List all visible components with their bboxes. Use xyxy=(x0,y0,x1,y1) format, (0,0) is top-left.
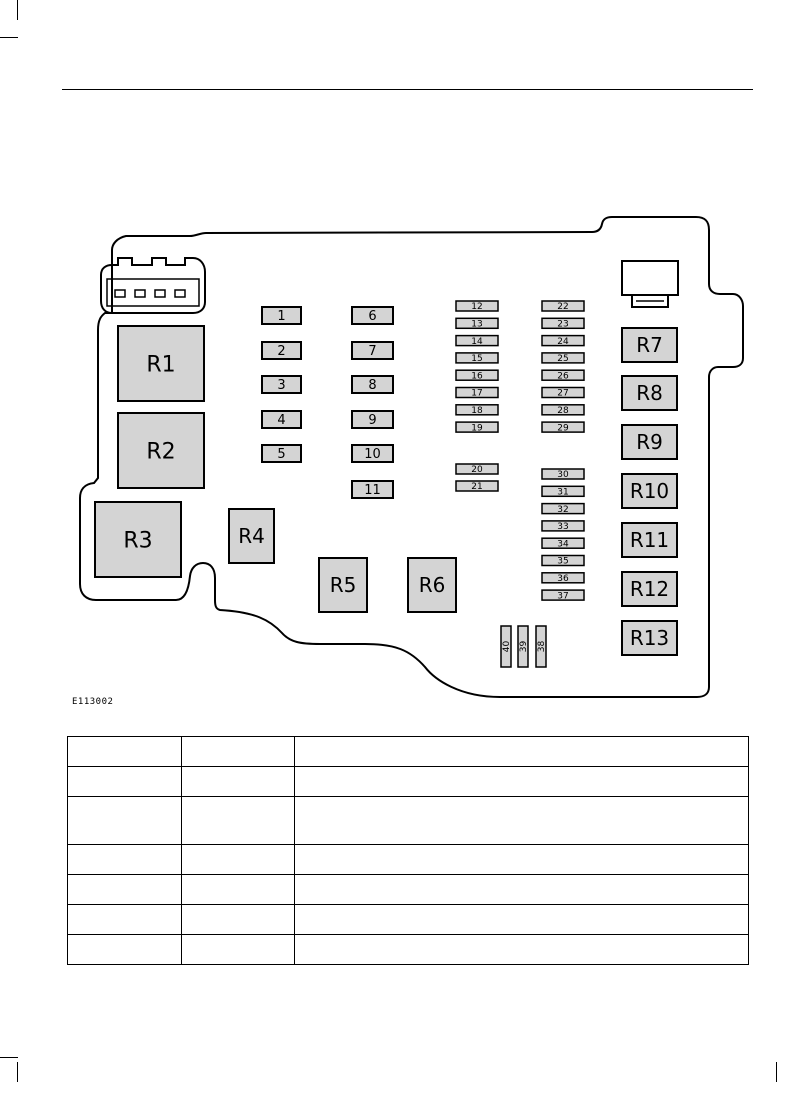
table-cell xyxy=(182,767,295,797)
relay-r12 xyxy=(622,572,677,606)
fuse-label: 9 xyxy=(368,413,377,429)
fuse-21 xyxy=(456,481,498,492)
table-cell xyxy=(295,935,749,965)
relay-r13 xyxy=(622,621,677,655)
table-row xyxy=(68,905,749,935)
fuse-11 xyxy=(352,481,393,498)
fuse-39 xyxy=(518,626,529,667)
table-cell xyxy=(182,797,295,845)
fuse-label: 26 xyxy=(557,371,569,382)
table-cell xyxy=(295,845,749,875)
figure-code: E113002 xyxy=(72,697,114,707)
fuse-13 xyxy=(456,318,498,329)
table-cell xyxy=(68,875,182,905)
table-cell xyxy=(295,737,749,767)
fuse-14 xyxy=(456,336,498,347)
relay-label: R7 xyxy=(636,333,663,358)
fuse-12 xyxy=(456,301,498,312)
fuse-1 xyxy=(262,307,301,324)
fuse-label: 3 xyxy=(277,378,286,394)
fuse-label: 17 xyxy=(471,388,483,399)
fuse-label: 12 xyxy=(471,302,483,313)
connector-block xyxy=(622,261,678,295)
fuse-22 xyxy=(542,301,584,312)
table-row xyxy=(68,767,749,797)
relay-r4 xyxy=(229,509,274,563)
relay-r3 xyxy=(95,502,181,577)
crop-mark-bottom-right xyxy=(776,1062,777,1082)
fuse-32 xyxy=(542,504,584,515)
table-cell xyxy=(68,845,182,875)
table-row xyxy=(68,935,749,965)
fuse-label: 20 xyxy=(471,465,483,476)
fuse-5 xyxy=(262,445,301,462)
table-cell xyxy=(182,935,295,965)
fuse-label: 31 xyxy=(557,487,569,498)
fuse-label: 27 xyxy=(557,388,569,399)
fuse-label: 14 xyxy=(471,336,483,347)
relay-r5 xyxy=(319,558,367,612)
fuse-label: 40 xyxy=(502,640,513,653)
fuse-label: 36 xyxy=(557,574,569,585)
fuse-label: 32 xyxy=(557,504,569,515)
crop-mark-bottom-left xyxy=(17,1062,18,1082)
fuse-30 xyxy=(542,469,584,480)
fuse-label: 29 xyxy=(557,423,569,434)
table-cell xyxy=(68,737,182,767)
fuse-label: 16 xyxy=(471,371,483,382)
fuse-34 xyxy=(542,538,584,549)
fuse-label: 28 xyxy=(557,406,569,417)
fuse-label: 39 xyxy=(519,640,530,653)
fuse-label: 8 xyxy=(368,378,377,394)
fuse-label: 5 xyxy=(277,447,286,463)
connector-housing xyxy=(101,258,205,313)
fuse-26 xyxy=(542,370,584,381)
fuse-label: 37 xyxy=(557,591,569,602)
table-cell xyxy=(68,797,182,845)
fuse-label: 33 xyxy=(557,522,569,533)
fuse-label: 6 xyxy=(368,309,377,325)
fuse-label: 18 xyxy=(471,406,483,417)
fuse-18 xyxy=(456,405,498,416)
table-cell xyxy=(182,845,295,875)
fuse-label: 10 xyxy=(364,447,381,463)
table-cell xyxy=(68,767,182,797)
fuse-label: 13 xyxy=(471,319,483,330)
relay-r2 xyxy=(118,413,204,488)
fuse-label: 1 xyxy=(277,309,286,325)
relay-label: R12 xyxy=(629,577,670,602)
fuse-specification-table xyxy=(67,736,749,965)
relay-label: R5 xyxy=(329,573,357,598)
fuse-2 xyxy=(262,342,301,359)
fuse-33 xyxy=(542,521,584,532)
fuse-3 xyxy=(262,376,301,393)
fuse-7 xyxy=(352,342,393,359)
fuse-label: 22 xyxy=(557,302,569,313)
relay-label: R8 xyxy=(636,381,663,406)
fuse-9 xyxy=(352,411,393,428)
fuse-label: 25 xyxy=(557,354,569,365)
fuse-27 xyxy=(542,388,584,399)
fuse-label: 7 xyxy=(368,344,377,360)
fuse-label: 34 xyxy=(557,539,569,550)
fuse-20 xyxy=(456,464,498,475)
fuse-28 xyxy=(542,405,584,416)
relay-r6 xyxy=(408,558,456,612)
relay-label: R2 xyxy=(146,439,176,465)
table-cell xyxy=(182,905,295,935)
fuse-label: 21 xyxy=(471,482,483,493)
table-row xyxy=(68,797,749,845)
fuse-label: 30 xyxy=(557,470,569,481)
table-cell xyxy=(182,875,295,905)
fuse-24 xyxy=(542,336,584,347)
fuse-17 xyxy=(456,388,498,399)
relay-r7 xyxy=(622,328,677,362)
table-cell xyxy=(68,905,182,935)
fuse-31 xyxy=(542,486,584,497)
table-row xyxy=(68,737,749,767)
fuse-label: 23 xyxy=(557,319,569,330)
fuse-37 xyxy=(542,590,584,601)
fuse-16 xyxy=(456,370,498,381)
fuse-35 xyxy=(542,556,584,567)
relay-label: R6 xyxy=(418,573,446,598)
fuse-15 xyxy=(456,353,498,364)
relay-r10 xyxy=(622,474,677,508)
fuse-25 xyxy=(542,353,584,364)
table-row xyxy=(68,875,749,905)
fuse-40 xyxy=(501,626,512,667)
relay-r1 xyxy=(118,326,204,401)
relay-label: R9 xyxy=(636,430,663,455)
table-cell xyxy=(295,797,749,845)
fuse-label: 15 xyxy=(471,354,483,365)
relay-label: R11 xyxy=(629,528,670,553)
relay-label: R3 xyxy=(123,528,153,554)
fuse-label: 4 xyxy=(277,413,286,429)
fuse-29 xyxy=(542,422,584,433)
fuse-38 xyxy=(536,626,547,667)
fuse-36 xyxy=(542,573,584,584)
fuse-label: 19 xyxy=(471,423,483,434)
fuse-label: 24 xyxy=(557,336,569,347)
fuse-6 xyxy=(352,307,393,324)
relay-label: R10 xyxy=(629,479,670,504)
fuse-19 xyxy=(456,422,498,433)
table-row xyxy=(68,845,749,875)
table-cell xyxy=(295,875,749,905)
fuse-4 xyxy=(262,411,301,428)
fuse-label: 2 xyxy=(277,344,286,360)
relay-label: R13 xyxy=(629,626,670,651)
relay-r8 xyxy=(622,376,677,410)
relay-label: R4 xyxy=(238,524,265,549)
table-cell xyxy=(295,767,749,797)
fuse-23 xyxy=(542,318,584,329)
fuse-label: 35 xyxy=(557,556,569,567)
relay-r9 xyxy=(622,425,677,459)
table-cell xyxy=(182,737,295,767)
relay-label: R1 xyxy=(146,352,176,378)
table-cell xyxy=(68,935,182,965)
fuse-label: 11 xyxy=(364,483,381,499)
table-cell xyxy=(295,905,749,935)
fuse-10 xyxy=(352,445,393,462)
crop-mark-bottom-left xyxy=(0,1057,18,1058)
fuse-label: 38 xyxy=(537,640,548,653)
relay-r11 xyxy=(622,523,677,557)
fuse-8 xyxy=(352,376,393,393)
